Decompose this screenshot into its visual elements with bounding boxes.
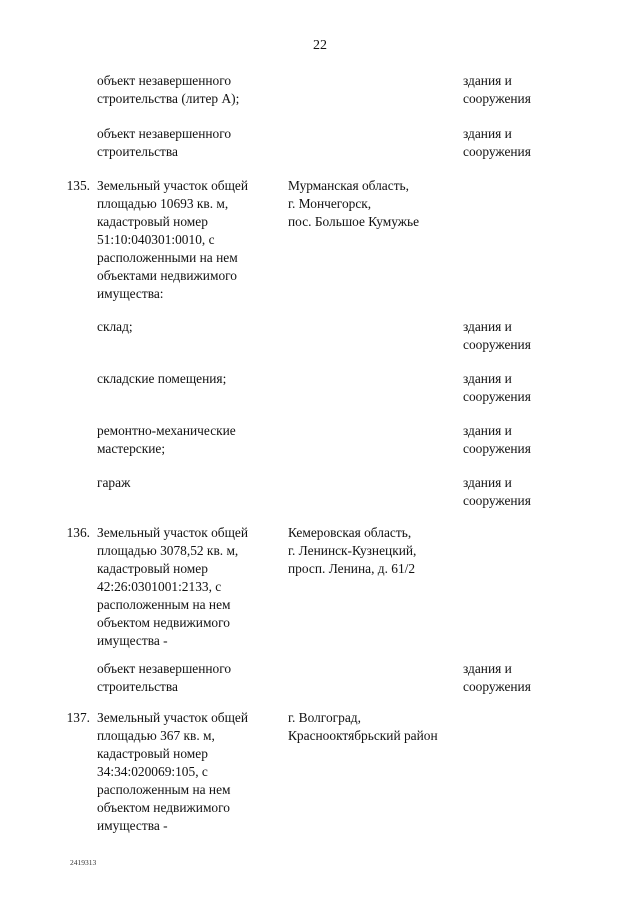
property-type: здания и сооружения (463, 661, 531, 694)
item-number: 136. (66, 525, 90, 540)
property-description: гараж (97, 475, 131, 490)
property-address: Кемеровская область, г. Ленинск-Кузнецкий, просп. Ленина, д. 61/2 (288, 525, 417, 576)
property-description: объект незавершенного строительства (97, 661, 232, 694)
property-description: Земельный участок общей площадью 10693 кв. м, кадастровый номер 51:10:040301:0010, с расположенными на нем объектами недвижимого имущества: (97, 178, 249, 301)
property-description: Земельный участок общей площадью 367 кв. м, кадастровый номер 34:34:020069:105, с расположенным на нем объектом недвижимого имущества - (97, 710, 249, 833)
property-type: здания и сооружения (463, 371, 531, 404)
page-number: 22 (313, 38, 327, 53)
property-type: здания и сооружения (463, 126, 531, 159)
item-number: 135. (66, 178, 90, 193)
property-type: здания и сооружения (463, 475, 531, 508)
property-description: объект незавершенного строительства (литер А); (97, 73, 240, 106)
property-type: здания и сооружения (463, 423, 531, 456)
property-type: здания и сооружения (463, 73, 531, 106)
item-number: 137. (66, 710, 90, 725)
property-description: объект незавершенного строительства (97, 126, 232, 159)
property-description: склад; (97, 319, 133, 334)
property-address: Мурманская область, г. Мончегорск, пос. Большое Кумужье (288, 178, 420, 229)
property-address: г. Волгоград, Краснооктябрьский район (288, 710, 438, 743)
property-description: ремонтно-механические мастерские; (97, 423, 236, 456)
property-description: Земельный участок общей площадью 3078,52 кв. м, кадастровый номер 42:26:0301001:2133, с расположенным на нем объектом недвижимого имущества - (97, 525, 249, 648)
property-type: здания и сооружения (463, 319, 531, 352)
document-code: 2419313 (70, 858, 97, 867)
property-description: складские помещения; (97, 371, 227, 386)
